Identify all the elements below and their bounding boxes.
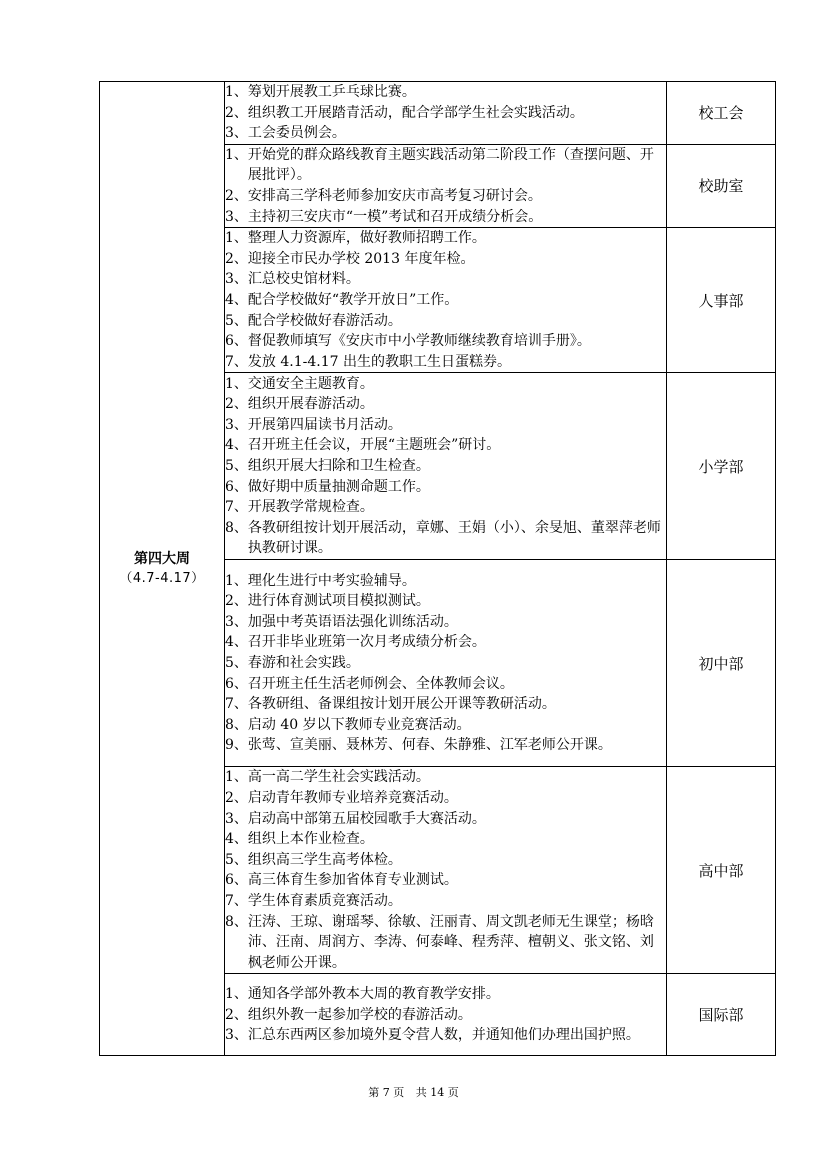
- task-text: 加强中考英语语法强化训练活动。: [247, 613, 458, 630]
- task-number: 5、: [225, 851, 248, 868]
- schedule-table: [99, 81, 776, 1056]
- task-text: 汇总校史馆材料。: [247, 271, 360, 288]
- task-list-cell: [225, 144, 667, 227]
- task-text: 交通安全主题教育。: [247, 375, 374, 392]
- task-number: 4、: [225, 291, 248, 308]
- page-total: 共 14 页: [415, 1086, 459, 1099]
- department-cell: 人事部: [667, 228, 776, 373]
- task-item: [225, 228, 666, 249]
- task-item: [225, 870, 666, 891]
- task-text: 召开班主任会议，开展“主题班会”研讨。: [247, 437, 501, 454]
- task-item: [225, 1005, 666, 1026]
- department-cell: 小学部: [667, 373, 776, 560]
- task-text: 配合学校做好春游活动。: [247, 312, 402, 329]
- task-item: [225, 249, 666, 270]
- task-number: 2、: [225, 187, 248, 204]
- task-text: 迎接全市民办学校 2013 年度年检。: [247, 250, 475, 267]
- task-number: 3、: [225, 1027, 248, 1044]
- task-text: 主持初三安庆市“一模”考试和召开成绩分析会。: [247, 208, 543, 225]
- task-item: [225, 477, 666, 498]
- task-number: 3、: [225, 810, 248, 827]
- task-number: 6、: [225, 478, 248, 495]
- task-list-cell: [225, 767, 667, 974]
- task-number: 7、: [225, 499, 248, 516]
- task-item: [225, 352, 666, 373]
- task-text: 筹划开展教工乒乓球比赛。: [247, 84, 416, 100]
- task-text: 督促教师填写《安庆市中小学教师继续教育培训手册》。: [247, 333, 591, 350]
- task-item: [225, 809, 666, 830]
- task-item: [225, 497, 666, 518]
- task-item: [225, 674, 666, 695]
- task-text: 学生体育素质竞赛活动。: [247, 892, 402, 909]
- task-number: 4、: [225, 831, 248, 848]
- task-text: 做好期中质量抽测命题工作。: [247, 478, 430, 495]
- department-cell: 高中部: [667, 767, 776, 974]
- task-item: [225, 850, 666, 871]
- task-number: 2、: [225, 593, 248, 610]
- task-item: [225, 891, 666, 912]
- task-item: [225, 984, 666, 1005]
- task-text: 组织教工开展踏青活动，配合学部学生社会实践活动。: [247, 104, 584, 121]
- task-number: 2、: [225, 789, 248, 806]
- week-title: 第四大周: [134, 550, 190, 567]
- task-number: 8、: [225, 716, 248, 733]
- task-number: 6、: [225, 675, 248, 692]
- task-text: 组织外教一起参加学校的春游活动。: [247, 1006, 472, 1023]
- task-item: [225, 311, 666, 332]
- page-footer: [0, 1084, 827, 1100]
- task-number: 1、: [225, 146, 248, 163]
- task-text: 理化生进行中考实验辅导。: [247, 572, 416, 589]
- task-number: 7、: [225, 353, 248, 370]
- task-number: 3、: [225, 208, 248, 225]
- task-item: [225, 518, 666, 559]
- task-number: 1、: [225, 230, 248, 247]
- task-number: 9、: [225, 737, 248, 754]
- task-item: [225, 269, 666, 290]
- task-number: 4、: [225, 437, 248, 454]
- task-item: [225, 735, 666, 756]
- task-text: 高一高二学生社会实践活动。: [247, 769, 430, 786]
- task-item: [225, 186, 666, 207]
- task-text: 汇总东西两区参加境外夏令营人数，并通知他们办理出国护照。: [247, 1027, 640, 1044]
- task-text: 进行体育测试项目模拟测试。: [247, 593, 430, 610]
- task-number: 1、: [225, 572, 248, 589]
- task-text: 组织上本作业检查。: [247, 831, 374, 848]
- department-cell: 国际部: [667, 974, 776, 1056]
- task-item: [225, 829, 666, 850]
- task-text: 张莺、宣美丽、聂林芳、何春、朱静雅、江军老师公开课。: [247, 737, 612, 754]
- task-text: 工会委员例会。: [247, 125, 346, 142]
- task-number: 1、: [225, 375, 248, 392]
- task-number: 7、: [225, 892, 248, 909]
- task-item: [225, 374, 666, 395]
- task-text: 召开班主任生活老师例会、全体教师会议。: [247, 675, 514, 692]
- task-number: 1、: [225, 769, 248, 786]
- task-text: 开展第四届读书月活动。: [247, 416, 402, 433]
- task-text: 召开非毕业班第一次月考成绩分析会。: [247, 634, 486, 651]
- task-number: 3、: [225, 271, 248, 288]
- task-item: [225, 123, 666, 144]
- task-text: 春游和社会实践。: [247, 655, 360, 672]
- task-item: [225, 435, 666, 456]
- task-text: 配合学校做好“教学开放日”工作。: [247, 291, 459, 308]
- task-list-cell: [225, 974, 667, 1056]
- task-item: [225, 415, 666, 436]
- task-item: [225, 571, 666, 592]
- task-number: 3、: [225, 125, 248, 142]
- task-text: 启动高中部第五届校园歌手大赛活动。: [247, 810, 486, 827]
- task-number: 1、: [225, 985, 248, 1002]
- task-item: [225, 394, 666, 415]
- task-number: 2、: [225, 396, 248, 413]
- task-text: 整理人力资源库，做好教师招聘工作。: [247, 230, 486, 247]
- task-text: 汪涛、王琼、谢瑶琴、徐敏、汪丽青、周文凯老师无生课堂；杨晗沛、汪南、周润方、李涛、何泰峰、程秀萍、檀朝义、张文铭、刘枫老师公开课。: [247, 913, 654, 971]
- task-number: 3、: [225, 613, 248, 630]
- week-cell: [100, 82, 225, 1056]
- task-item: [225, 612, 666, 633]
- task-number: 6、: [225, 872, 248, 889]
- task-number: 5、: [225, 458, 248, 475]
- task-text: 各教研组按计划开展活动，章娜、王娟（小）、余旻旭、董翠萍老师执教研讨课。: [247, 519, 661, 557]
- task-text: 高三体育生参加省体育专业测试。: [247, 872, 458, 889]
- task-text: 组织高三学生高考体检。: [247, 851, 402, 868]
- task-text: 安排高三学科老师参加安庆市高考复习研讨会。: [247, 187, 542, 204]
- task-list-cell: [225, 560, 667, 767]
- task-number: 2、: [225, 1006, 248, 1023]
- task-item: [225, 694, 666, 715]
- department-cell: 校助室: [667, 144, 776, 227]
- task-text: 通知各学部外教本大周的教育教学安排。: [247, 985, 500, 1002]
- week-date-range: （4.7-4.17）: [119, 570, 205, 586]
- task-number: 6、: [225, 333, 248, 350]
- task-number: 5、: [225, 312, 248, 329]
- page-number: 第 7 页: [368, 1086, 405, 1099]
- task-item: [225, 767, 666, 788]
- task-number: 8、: [225, 913, 248, 930]
- task-number: 2、: [225, 250, 248, 267]
- task-list-cell: [225, 373, 667, 560]
- schedule-body: [100, 82, 776, 1056]
- task-item: [225, 82, 666, 103]
- task-item: [225, 632, 666, 653]
- task-item: [225, 591, 666, 612]
- task-item: [225, 715, 666, 736]
- task-item: [225, 912, 666, 974]
- task-item: [225, 1025, 666, 1046]
- task-text: 组织开展大扫除和卫生检查。: [247, 458, 430, 475]
- task-number: 2、: [225, 104, 248, 121]
- department-cell: 校工会: [667, 82, 776, 145]
- task-item: [225, 103, 666, 124]
- task-text: 组织开展春游活动。: [247, 396, 374, 413]
- task-number: 8、: [225, 519, 248, 536]
- task-text: 启动青年教师专业培养竞赛活动。: [247, 789, 458, 806]
- task-text: 发放 4.1-4.17 出生的教职工生日蛋糕券。: [247, 353, 511, 370]
- task-number: 7、: [225, 696, 248, 713]
- task-number: 3、: [225, 416, 248, 433]
- task-text: 开展教学常规检查。: [247, 499, 374, 516]
- task-text: 启动 40 岁以下教师专业竞赛活动。: [247, 716, 471, 733]
- task-number: 5、: [225, 655, 248, 672]
- task-text: 各教研组、备课组按计划开展公开课等教研活动。: [247, 696, 556, 713]
- task-item: [225, 456, 666, 477]
- task-item: [225, 653, 666, 674]
- task-item: [225, 290, 666, 311]
- task-item: [225, 207, 666, 228]
- task-number: 1、: [225, 84, 248, 100]
- task-item: [225, 331, 666, 352]
- task-text: 开始党的群众路线教育主题实践活动第二阶段工作（查摆问题、开展批评）。: [247, 146, 654, 184]
- department-cell: 初中部: [667, 560, 776, 767]
- task-number: 4、: [225, 634, 248, 651]
- task-item: [225, 145, 666, 186]
- schedule-row: [100, 82, 776, 145]
- task-item: [225, 788, 666, 809]
- task-list-cell: [225, 82, 667, 145]
- task-list-cell: [225, 228, 667, 373]
